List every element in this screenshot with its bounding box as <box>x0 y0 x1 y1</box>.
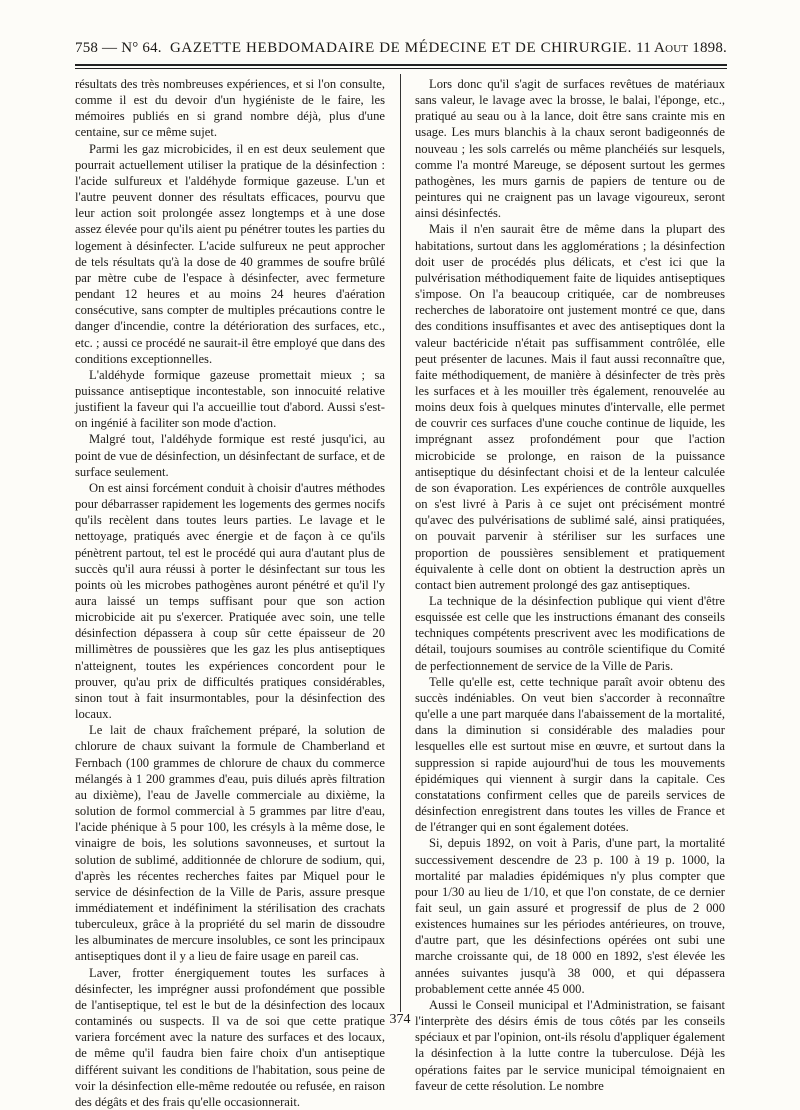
page-number: 374 <box>389 1012 411 1027</box>
paragraph: Mais il n'en saurait être de même dans la plupart des habitations, surtout dans les agglomérations ; la désinfection doit user de procédés plus délicats, et c'est ici que la pulvérisation méthodiquement faite de liquides antiseptiques s'impose. On l'a beaucoup critiquée, car de nombreuses recherches de laboratoire ont justement montré ce que, dans des conditions insuffisantes et avec des antiseptiques dont la valeur bactéricide n'était pas suffisamment contrôlée, elle peut présenter de lacunes. Mais il faut aussi reconnaître que, faite méthodiquement, de manière à désinfecter de très près les surfaces et à les mouiller très également, renouvelée au moins deux fois à quelques minutes d'intervalle, elle permet de couvrir ces surfaces d'une couche continue de liquide, les imprégnant assez profondément pour que l'action microbicide se prolonge, en raison de la puissance antiseptique du désinfectant choisi et de la lenteur calculée de son évaporation. Les expériences de contrôle auxquelles on s'est livré à Paris à ce sujet ont précisément montré qu'avec des pulvérisations de sublimé salé, ainsi pratiquées, on pouvait parvenir à stériliser sur les surfaces une proportion de poussières sensiblement et pratiquement équivalente à celle dont on obtient la destruction après un contact bien autrement prolongé des gaz antiseptiques. <box>415 222 725 592</box>
paragraph: résultats des très nombreuses expériences, et si l'on consulte, comme il est du devoir d'un hygiéniste de le faire, les mémoires publiés en si grand nombre déjà, plus d'une centaine, sur ce même sujet. <box>75 77 385 140</box>
column-divider <box>400 74 401 1012</box>
paragraph: Le lait de chaux fraîchement préparé, la solution de chlorure de chaux suivant la formule de Chamberland et Fernbach (100 grammes de chlorure de chaux du commerce mélangés à 1 200 grammes d'eau, puis dilués après filtration au dixième), l'eau de Javelle commerciale au dixième, la solution de formol commercial à 5 grammes par litre d'eau, l'acide phénique à 5 pour 100, les crésyls à la même dose, le vinaigre de bois, les solutions savonneuses, et surtout la solution de sublimé, additionnée de chlorure de sodium, qui, d'après les récentes recherches faites par Miquel pour le service de désinfection de la Ville de Paris, assure presque immédiatement et indéfiniment la stérilisation des crachats tuberculeux, grâce à la propriété du sel marin de dissoudre les albuminates de mercure insolubles, ce sont les principaux antiseptiques dont il y a lieu de faire usage en pareil cas. <box>75 723 385 964</box>
page-issue-number: 758 — N° 64. <box>75 40 162 56</box>
header-rule-thin <box>75 68 727 69</box>
paragraph: Aussi le Conseil municipal et l'Administration, se faisant l'interprète des désirs émis de tous côtés par les conseils spéciaux et par l'opinion, ont-ils résolu d'appliquer également la désinfection à la lutte contre la tuberculose. Déjà les opérations faites par le service municipal témoignaient en faveur de cette résolution. Le nombre <box>415 997 725 1093</box>
paragraph: Parmi les gaz microbicides, il en est deux seulement que pourrait actuellement utiliser la pratique de la désinfection : l'acide sulfureux et l'aldéhyde formique gazeuse. L'un et l'autre peuvent donner des résultats efficaces, pourvu que leur action soit prolongée assez longtemps et à une dose assez élevée pour qu'ils aient pu pénétrer toutes les parties du logement à désinfecter. L'acide sulfureux ne peut approcher de tels résultats qu'à la dose de 40 grammes de soufre brûlé par mètre cube de l'espace à désinfecter, avec fermeture pendant 12 heures et au moins 24 heures d'aération consécutive, sans compter de multiples précautions contre le danger d'incendie, contre la détérioration des surfaces, etc., etc. ; aussi ce procédé ne saurait-il être employé que dans des conditions exceptionnelles. <box>75 141 385 366</box>
paragraph: La technique de la désinfection publique qui vient d'être esquissée est celle que les instructions émanant des conseils techniques compétents prescrivent avec les modifications de détail, toujours soumises au contrôle scientifique du Comité de perfectionnement de service de la Ville de Paris. <box>415 594 725 673</box>
running-header <box>75 40 727 64</box>
header-rule-thick <box>75 64 727 66</box>
paragraph: Laver, frotter énergiquement toutes les surfaces à désinfecter, les imprégner aussi profondément que possible de l'antiseptique, tel est le but de la désinfection des locaux contaminés ou suspects. Il va de soi que cette pratique variera forcément avec la nature des surfaces et des locaux, de même qu'il faudra bien faire choix d'un antiseptique différent suivant les conditions de l'habitation, sous peine de voir la désinfection elle-même redoutée ou refusée, en raison des dégâts et des frais qu'elle occasionnerait. <box>75 965 385 1109</box>
issue-date: 11 Aout 1898. <box>636 40 727 56</box>
paragraph: On est ainsi forcément conduit à choisir d'autres méthodes pour débarrasser rapidement les logements des germes nocifs qu'ils recèlent dans toutes leurs parties. Le lavage et le nettoyage, pratiqués avec énergie et de façon à ce qu'ils pénètrent partout, tel est le procédé qui aura d'autant plus de succès qu'il aura réussi à porter le désinfectant sur tous les points où les microbes pathogènes auront pénétré et qu'il l'y aura laissé un temps suffisant pour que son action microbicide ait pu s'exercer. Pratiquée avec soin, une telle désinfection dépassera à coup sûr cette épaisseur de 20 millimètres de poussières que les gaz les plus antiseptiques n'atteignent, toutes les expériences concordent pour le prouver, qu'au prix de difficultés pratiques considérables, sinon tout à fait insurmontables, pour la désinfection des locaux. <box>75 480 385 722</box>
paragraph: Lors donc qu'il s'agit de surfaces revêtues de matériaux sans valeur, le lavage avec la brosse, le balai, l'éponge, etc., pratiqué au seau ou à la lance, doit être sans crainte mis en usage. Les murs blanchis à la chaux seront badigeonnés de nouveau ; les sols carrelés ou même planchéiés sur lesquels, comme l'a montré Mareuge, se déposent surtout les germes pathogènes, les murs garnis de papiers de tenture ou de peintures qui ne craignent pas un lavage vigoureux, seront ainsi désinfectés. <box>415 77 725 221</box>
paragraph: L'aldéhyde formique gazeuse promettait mieux ; sa puissance antiseptique incontestable, son innocuité relative justifient la faveur qui l'a accueillie tout d'abord. Aussi s'est-on ingénié à faciliter son mode d'action. <box>75 367 385 431</box>
paragraph: Malgré tout, l'aldéhyde formique est resté jusqu'ici, au point de vue de désinfection, un désinfectant de surface, et de surface seulement. <box>75 432 385 479</box>
right-column <box>415 76 725 1093</box>
journal-title: GAZETTE HEBDOMADAIRE DE MÉDECINE ET DE CHIRURGIE. <box>170 40 632 56</box>
left-column <box>75 76 385 1109</box>
paragraph: Si, depuis 1892, on voit à Paris, d'une part, la mortalité successivement descendre de 23 p. 100 à 19 p. 1000, la mortalité par maladies épidémiques n'y plus compter que pour 1/30 au lieu de 1/10, et que l'on constate, de ce dernier fait seul, un gain assuré et progressif de plus de 2 000 existences humaines sur les périodes antérieures, on trouve, d'autre part, que les désinfections opérées ont subi une marche croissante qui, de 18 000 en 1892, s'est élevée les années suivantes jusqu'à 38 000, et qui dépassera probablement cette année 45 000. <box>415 836 725 996</box>
paragraph: Telle qu'elle est, cette technique paraît avoir obtenu des succès indéniables. On veut bien s'accorder à reconnaître qu'elle a une part marquée dans l'abaissement de la mortalité, dans la diminution si considérable des maladies pour lesquelles elle est surtout mise en œuvre, et surtout dans la suppression si rapide aujourd'hui de tous les mouvements épidémiques qui viennent à surgir dans la capitale. Ces constatations confirment celles que de pareils services de désinfection enregistrent dans toutes les villes de France et de l'étranger qui en sont également dotées. <box>415 674 725 835</box>
